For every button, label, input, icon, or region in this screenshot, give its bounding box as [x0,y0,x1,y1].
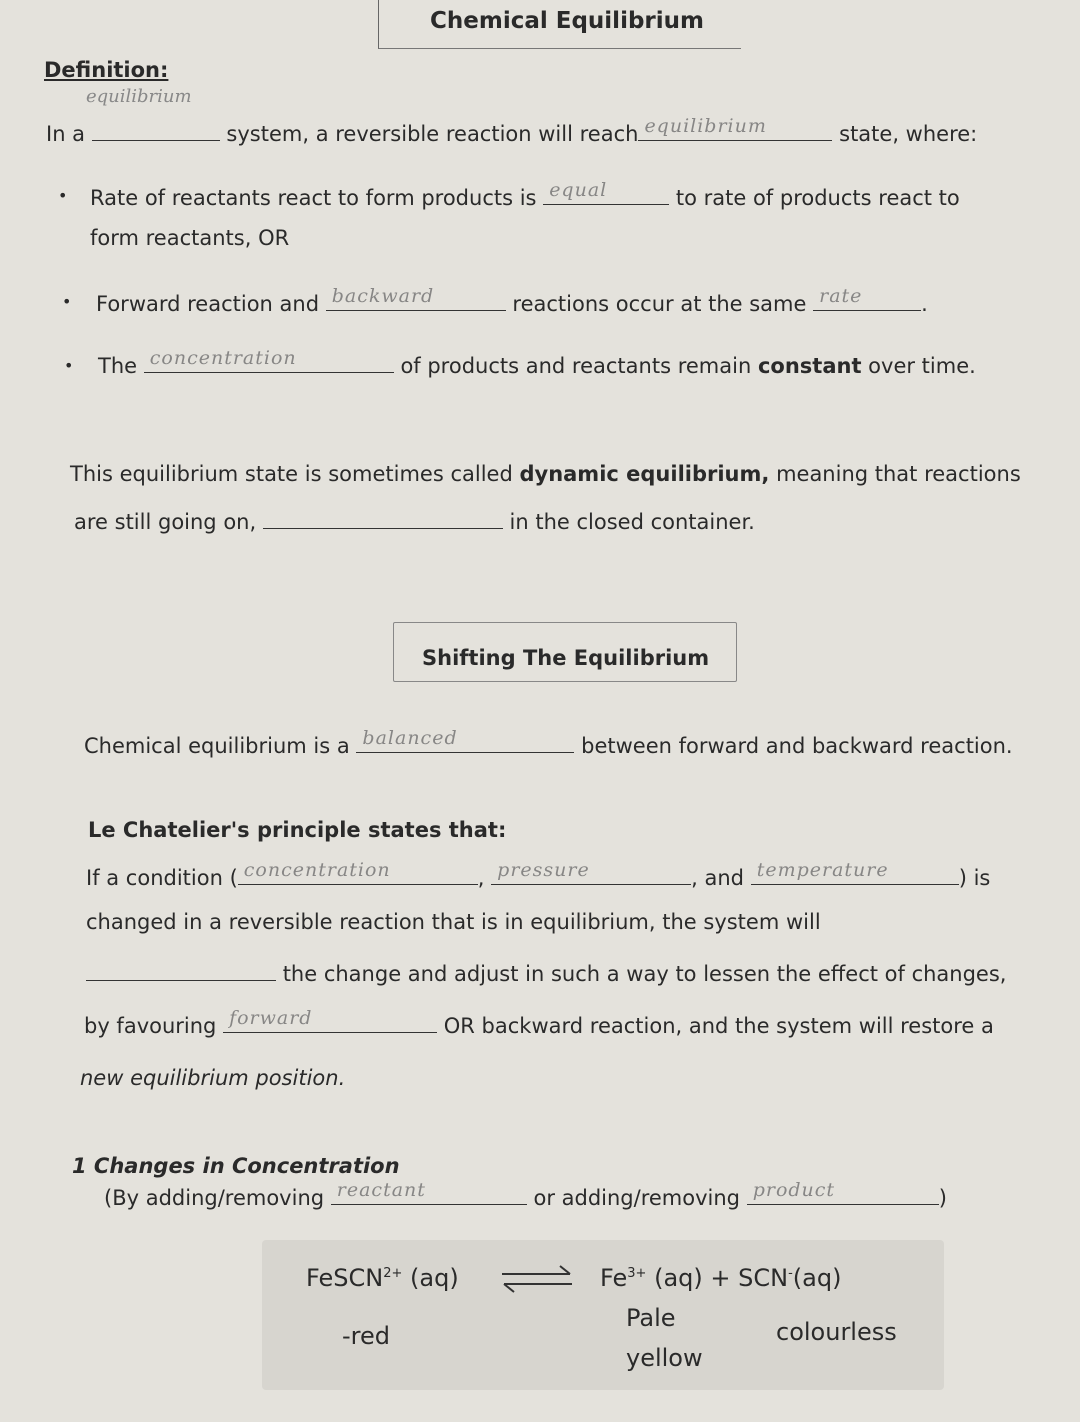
equation-panel [262,1240,944,1390]
text: FeSCN [306,1264,384,1292]
handwritten-answer: product [752,1179,836,1201]
text: of products and reactants remain [400,354,752,378]
label-pale: Pale [626,1304,676,1332]
blank-3[interactable] [543,179,669,205]
text: , and [691,866,745,890]
handwritten-answer: equal [549,179,608,201]
superscript: 2+ [383,1266,403,1281]
blank-13[interactable] [223,1007,437,1033]
text: OR backward reaction, and the system will restore a [443,1014,994,1038]
shifting-line-1 [84,727,1013,758]
dynamic-line-2 [74,506,755,534]
blank-11[interactable] [751,859,959,885]
handwritten-answer: temperature [756,859,889,881]
handwritten-answer: balanced [362,727,458,749]
text: SCN [738,1264,789,1292]
text: Chemical equilibrium is a [84,734,350,758]
text: Fe [600,1264,628,1292]
text: In a [46,122,86,146]
blank-7[interactable] [263,506,503,529]
text: ) [938,1186,947,1210]
text: in the closed container. [509,510,755,534]
text: The [98,354,138,378]
text-bold: dynamic equilibrium, [519,462,770,486]
text: or adding/removing [533,1186,741,1210]
blank-5[interactable] [813,285,921,311]
equation-right [600,1264,841,1292]
blank-10[interactable] [491,859,691,885]
blank-15[interactable] [747,1179,939,1205]
handwritten-answer: rate [819,285,863,307]
blank-14[interactable] [331,1179,527,1205]
text: state, where: [839,122,978,146]
bullet-dot: • [64,356,74,375]
shifting-line-4 [86,958,1006,986]
text: are still going on, [74,510,257,534]
blank-9[interactable] [238,859,478,885]
shifting-line-5 [84,1007,994,1038]
page-title: Chemical Equilibrium [430,8,704,34]
text: the change and adjust in such a way to lessen the effect of changes, [282,962,1007,986]
bullet-1-line-1 [90,179,960,210]
section-1-line [104,1179,947,1210]
handwritten-answer: forward [229,1007,313,1029]
blank-12[interactable] [86,958,276,981]
text: by favouring [84,1014,217,1038]
bullet-1-line-2: form reactants, OR [90,226,290,250]
label-red: -red [342,1322,390,1350]
superscript: - [788,1266,793,1281]
handwritten-answer: concentration [243,859,391,881]
label-colourless: colourless [776,1318,897,1346]
bullet-2 [96,285,928,316]
handwritten-answer: pressure [497,859,590,881]
text: system, a reversible reaction will reach [226,122,639,146]
text: (aq) [654,1264,703,1292]
condition-line [86,859,991,890]
bullet-3 [98,347,976,378]
shifting-heading: Shifting The Equilibrium [422,646,710,670]
blank-8[interactable] [356,727,574,753]
text: If a condition ( [86,866,238,890]
equation-left [306,1264,459,1292]
equilibrium-arrow-icon [496,1260,578,1300]
definition-line-1 [46,115,978,146]
text: reactions occur at the same [512,292,807,316]
text: Rate of reactants react to form products is [90,186,537,210]
shifting-line-3: changed in a reversible reaction that is in equilibrium, the system will [86,910,821,934]
handwritten-answer: concentration [149,347,297,369]
text: (aq) [792,1264,842,1292]
text: (aq) [410,1264,459,1292]
blank-6[interactable] [144,347,394,373]
handwritten-answer: backward [331,285,435,307]
dynamic-line-1 [70,462,1021,486]
superscript: 3+ [627,1266,647,1281]
text: (By adding/removing [104,1186,325,1210]
text: ) is [958,866,991,890]
lechatelier-heading: Le Chatelier's principle states that: [88,818,507,842]
text: Forward reaction and [96,292,320,316]
definition-heading: Definition: [44,58,169,82]
blank-4[interactable] [326,285,506,311]
text-bold: constant [757,354,862,378]
handwritten-note: equilibrium [86,86,192,107]
bullet-dot: • [58,186,68,205]
text: meaning that reactions [776,462,1021,486]
text: + [710,1264,731,1292]
handwritten-answer: equilibrium [644,115,767,137]
blank-1[interactable] [92,118,220,141]
bullet-dot: • [62,292,72,311]
blank-2[interactable] [638,115,832,141]
text: . [921,292,928,316]
text: This equilibrium state is sometimes called [70,462,513,486]
label-yellow: yellow [626,1344,703,1372]
shifting-line-6: new equilibrium position. [80,1066,346,1090]
text: , [477,866,485,890]
text: between forward and backward reaction. [581,734,1013,758]
section-1-heading: 1 Changes in Concentration [72,1154,400,1178]
text: to rate of products react to [675,186,960,210]
handwritten-answer: reactant [336,1179,426,1201]
text: over time. [868,354,976,378]
